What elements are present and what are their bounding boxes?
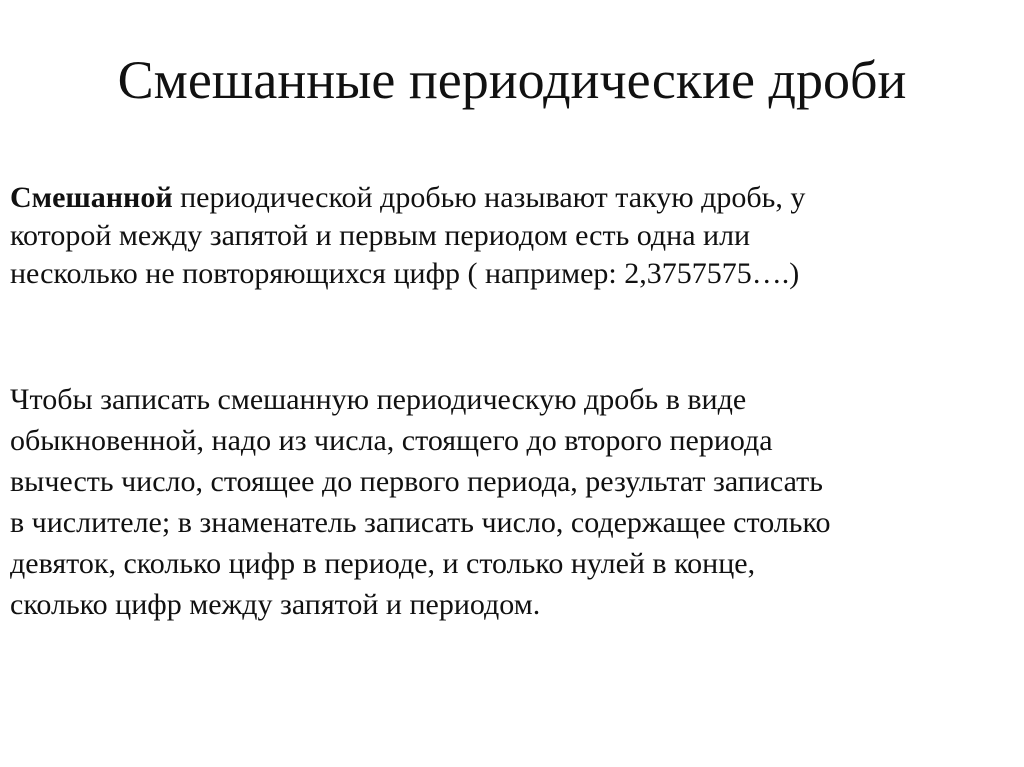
- rule-line: девяток, сколько цифр в периоде, и столько нулей в конце,: [10, 547, 756, 580]
- rule-line: вычесть число, стоящее до первого периода, результат записать: [10, 465, 823, 498]
- rule-line: обыкновенной, надо из числа, стоящего до второго периода: [10, 424, 773, 457]
- definition-line: [10, 179, 1000, 217]
- rule-line: в числителе; в знаменатель записать число, содержащее столько: [10, 506, 831, 539]
- definition-line: которой между запятой и первым периодом есть одна или: [10, 219, 751, 252]
- definition-line: несколько не повторяющихся цифр ( например: 2,3757575….): [10, 257, 800, 290]
- definition-paragraph: [10, 179, 1000, 293]
- slide-title: Смешанные периодические дроби: [117, 50, 907, 110]
- rule-line: сколько цифр между запятой и периодом.: [10, 588, 541, 621]
- rule-line: Чтобы записать смешанную периодическую дробь в виде: [10, 383, 747, 416]
- rule-paragraph: [10, 379, 1000, 625]
- definition-term: Смешанной: [10, 181, 173, 214]
- definition-text: периодической дробью называют такую дробь, у: [172, 181, 806, 214]
